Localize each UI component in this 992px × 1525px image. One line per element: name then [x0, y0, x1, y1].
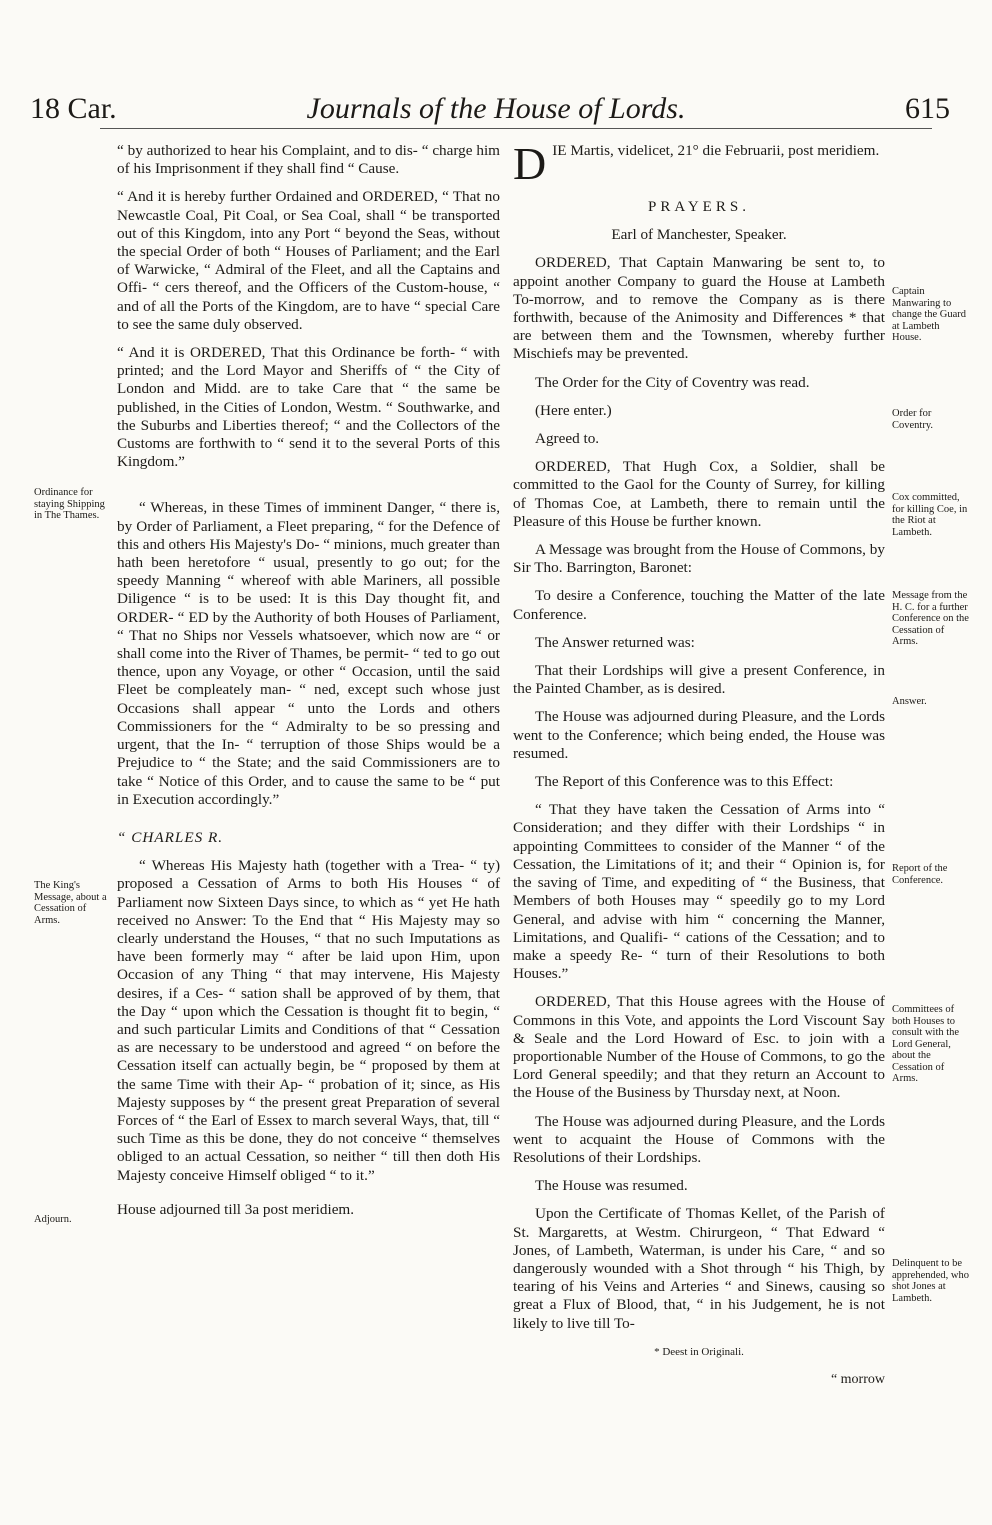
paragraph: To desire a Conference, touching the Matter of the late Conference. — [513, 587, 885, 623]
margin-note-message: Message from the H. C. for a further Conference on the Cessation of Arms. — [892, 590, 969, 647]
margin-note-adjourn: Adjourn. — [34, 1214, 72, 1225]
page-number: 615 — [905, 92, 950, 125]
paragraph: The House was adjourned during Pleasure, and the Lords went to the Conference; which being ended, the House was resumed. — [513, 708, 885, 762]
paragraph: (Here enter.) — [535, 401, 612, 419]
paragraph: “ And it is ORDERED, That this Ordinance be forth- “ with printed; and the Lord Mayor and Sheriffs of “ the City of London and Midd. are to take Care that “ the same be published, in the Cities of London, Westm. “ Southwarke, and the Suburbs and Liberties thereof; “ and the Collectors of the Customs are forthwith to “ send it to the several Ports of this Kingdom.” — [117, 344, 500, 471]
regnal-year: 18 Car. — [30, 92, 117, 125]
paragraph: The Order for the City of Coventry was read. — [535, 373, 810, 391]
margin-note-report: Report of the Conference. — [892, 863, 948, 886]
drop-cap: D — [513, 142, 547, 184]
date-text: IE Martis, videlicet, 21° die Februarii, post meridiem. — [552, 142, 880, 159]
adjourn-line: House adjourned till 3a post meridiem. — [117, 1200, 355, 1218]
paragraph: “ Whereas, in these Times of imminent Danger, “ there is, by Order of Parliament, a Fleet preparing, “ for the Defence of this and others His Majesty's Do- “ minions, much greater than hath been heretofore “ usual, presently to go out; for the speedy Manning “ whereof with able Mariners, all possible Diligence “ is to be used: It is this Day thought fit, and ORDER- “ ED by the Authority of both Houses of Parliament, “ That no Ships nor Vessels whatsoever, which now are “ or shall come into the River of Thames, be permit- “ ted to go out thence, upon any Voyage, or other “ Occasion, until the said Fleet be compleately man- “ ned, except such whose just Occasions shall appear “ unto the Lords and others Commissioners for the “ Admiralty to be so pressing and urgent, that the In- “ terruption of those Ships would be a Prejudice to “ the State; and the said Commissioners are to take “ Notice of this Order, and to cause the same to be “ put in Execution accordingly.” — [117, 499, 500, 808]
spacer — [117, 819, 500, 829]
header-rule — [100, 128, 932, 129]
paragraph: “ by authorized to hear his Complaint, and to dis- “ charge him of his Imprisonment if they shall find “ Cause. — [117, 142, 500, 178]
speaker-line: Earl of Manchester, Speaker. — [611, 226, 787, 244]
left-column — [117, 142, 500, 1229]
paragraph: The Answer returned was: — [535, 633, 695, 651]
paragraph: ORDERED, That Captain Manwaring be sent to, to appoint another Company to guard the House at Lambeth To-morrow, and to remove the Company as is there forthwith, because of the Animosity and Differences * that are between them and the Townsmen, whereby further Mischiefs may be prevented. — [513, 254, 885, 363]
prayers-heading: PRAYERS. — [648, 199, 750, 215]
margin-note-answer: Answer. — [892, 696, 927, 707]
right-column — [513, 142, 885, 1399]
paragraph: “ That they have taken the Cessation of Arms into “ Consideration; and they differ with their Lordships “ in appointing Committees to consider of the Manner “ of the Cessation, the Limitations of it; and their “ Opinion is, for the saving of Time, and expediting of “ the Business, that Members of both Houses may “ speedily go to my Lord General, and advise with him “ concerning the Manner, Limitations, and Qualifi- “ cations of the Cessation; and to make a speedy Re- “ turn of their Resolutions to both Houses.” — [513, 801, 885, 983]
paragraph: The House was resumed. — [535, 1177, 688, 1195]
paragraph: “ And it is hereby further Ordained and ORDERED, “ That no Newcastle Coal, Pit Coal, or Sea Coal, shall “ be transported out of this Kingdom, into any Port “ beyond the Seas, without the special Order of both “ Houses of Parliament; and the Earl of Warwicke, “ Admiral of the Fleet, and all the Captains and Offi- “ cers thereof, and the Officers of the Custom-house, “ and of all the Ports of the Kingdom, are to have “ special Care to see the same duly observed. — [117, 188, 500, 333]
catchword: “ morrow — [830, 1371, 885, 1387]
royal-signature: “ CHARLES R. — [117, 828, 224, 846]
margin-note-cox: Cox committed, for killing Coe, in the Riot at Lambeth. — [892, 492, 968, 538]
margin-note-delinquent: Delinquent to be apprehended, who shot Jones at Lambeth. — [892, 1258, 969, 1304]
footnote: * Deest in Originali. — [654, 1345, 744, 1358]
margin-note-kings-message: The King's Message, about a Cessation of Arms. — [34, 880, 107, 926]
paragraph: “ Whereas His Majesty hath (together with a Trea- “ ty) proposed a Cessation of Arms to both His Houses “ of Parliament now Sixteen Days since, to which as “ yet He hath received no Answer: To the End that “ His Majesty may so clearly understand the Houses, “ that no such Imputations as have been formerly may “ after be laid upon Him, upon Occasion of any Thing “ that may intervene, His Majesty desires, if a Ces- “ sation shall be approved of by them, that the Day “ upon which the Cessation is thought fit to begin, “ and such particular Limits and Conditions of that “ Cessation as are necessary to be understood and agreed “ on before the Cessation itself can actually begin, be “ proposed by them at the same Time with their Ap- “ probation of it; since, as His Majesty supposes by “ the present great Preparation of several Forces of “ the Earl of Essex to march several Ways, that, till “ such Time as this be done, they do not conceive “ themselves obliged to an actual Cessation, so neither “ till then doth His Majesty conceive Himself obliged “ to it.” — [117, 857, 500, 1184]
margin-note-ordinance: Ordinance for staying Shipping in The Thames. — [34, 487, 105, 521]
paragraph: ORDERED, That this House agrees with the House of Commons in this Vote, and appoints the Lord Viscount Say & Seale and the Lord Howard of Esc. to join with a proportionable Number of the House of Commons, to go the Lord General speedily; and that they return an Account to the House of the Business by Thursday next, at Noon. — [513, 993, 885, 1102]
paragraph: ORDERED, That Hugh Cox, a Soldier, shall be committed to the Gaol for the County of Surrey, for killing of Thomas Coe, at Lambeth, there to remain until the Pleasure of this House be further known. — [513, 458, 885, 530]
date-line — [513, 142, 885, 184]
paragraph: Agreed to. — [535, 430, 600, 448]
paragraph: Upon the Certificate of Thomas Kellet, of the Parish of St. Margaretts, at Westm. Chirurgeon, “ That Edward “ Jones, of Lambeth, Waterman, is under his Care, “ and so dangerously wounded with a Shot through “ his Thigh, by tearing of his Veins and Arteries “ and Sinews, causing so great a Flux of Blood, that, “ in his Judgement, he is not likely to live till To- — [513, 1205, 885, 1332]
page-title: Journals of the House of Lords. — [306, 92, 686, 125]
paragraph: A Message was brought from the House of Commons, by Sir Tho. Barrington, Baronet: — [513, 541, 885, 577]
spacer — [117, 481, 500, 499]
margin-note-captain: Captain Manwaring to change the Guard at Lambeth House. — [892, 286, 967, 343]
paragraph: The House was adjourned during Pleasure, and the Lords went to acquaint the House of Commons with the Resolutions of their Lordships. — [513, 1112, 885, 1166]
margin-note-coventry: Order for Coventry. — [892, 408, 934, 431]
paragraph: That their Lordships will give a present Conference, in the Painted Chamber, as is desired. — [513, 662, 885, 698]
paragraph: The Report of this Conference was to this Effect: — [535, 773, 834, 791]
margin-note-committees: Committees of both Houses to consult with the Lord General, about the Cessation of Arms. — [892, 1004, 960, 1084]
